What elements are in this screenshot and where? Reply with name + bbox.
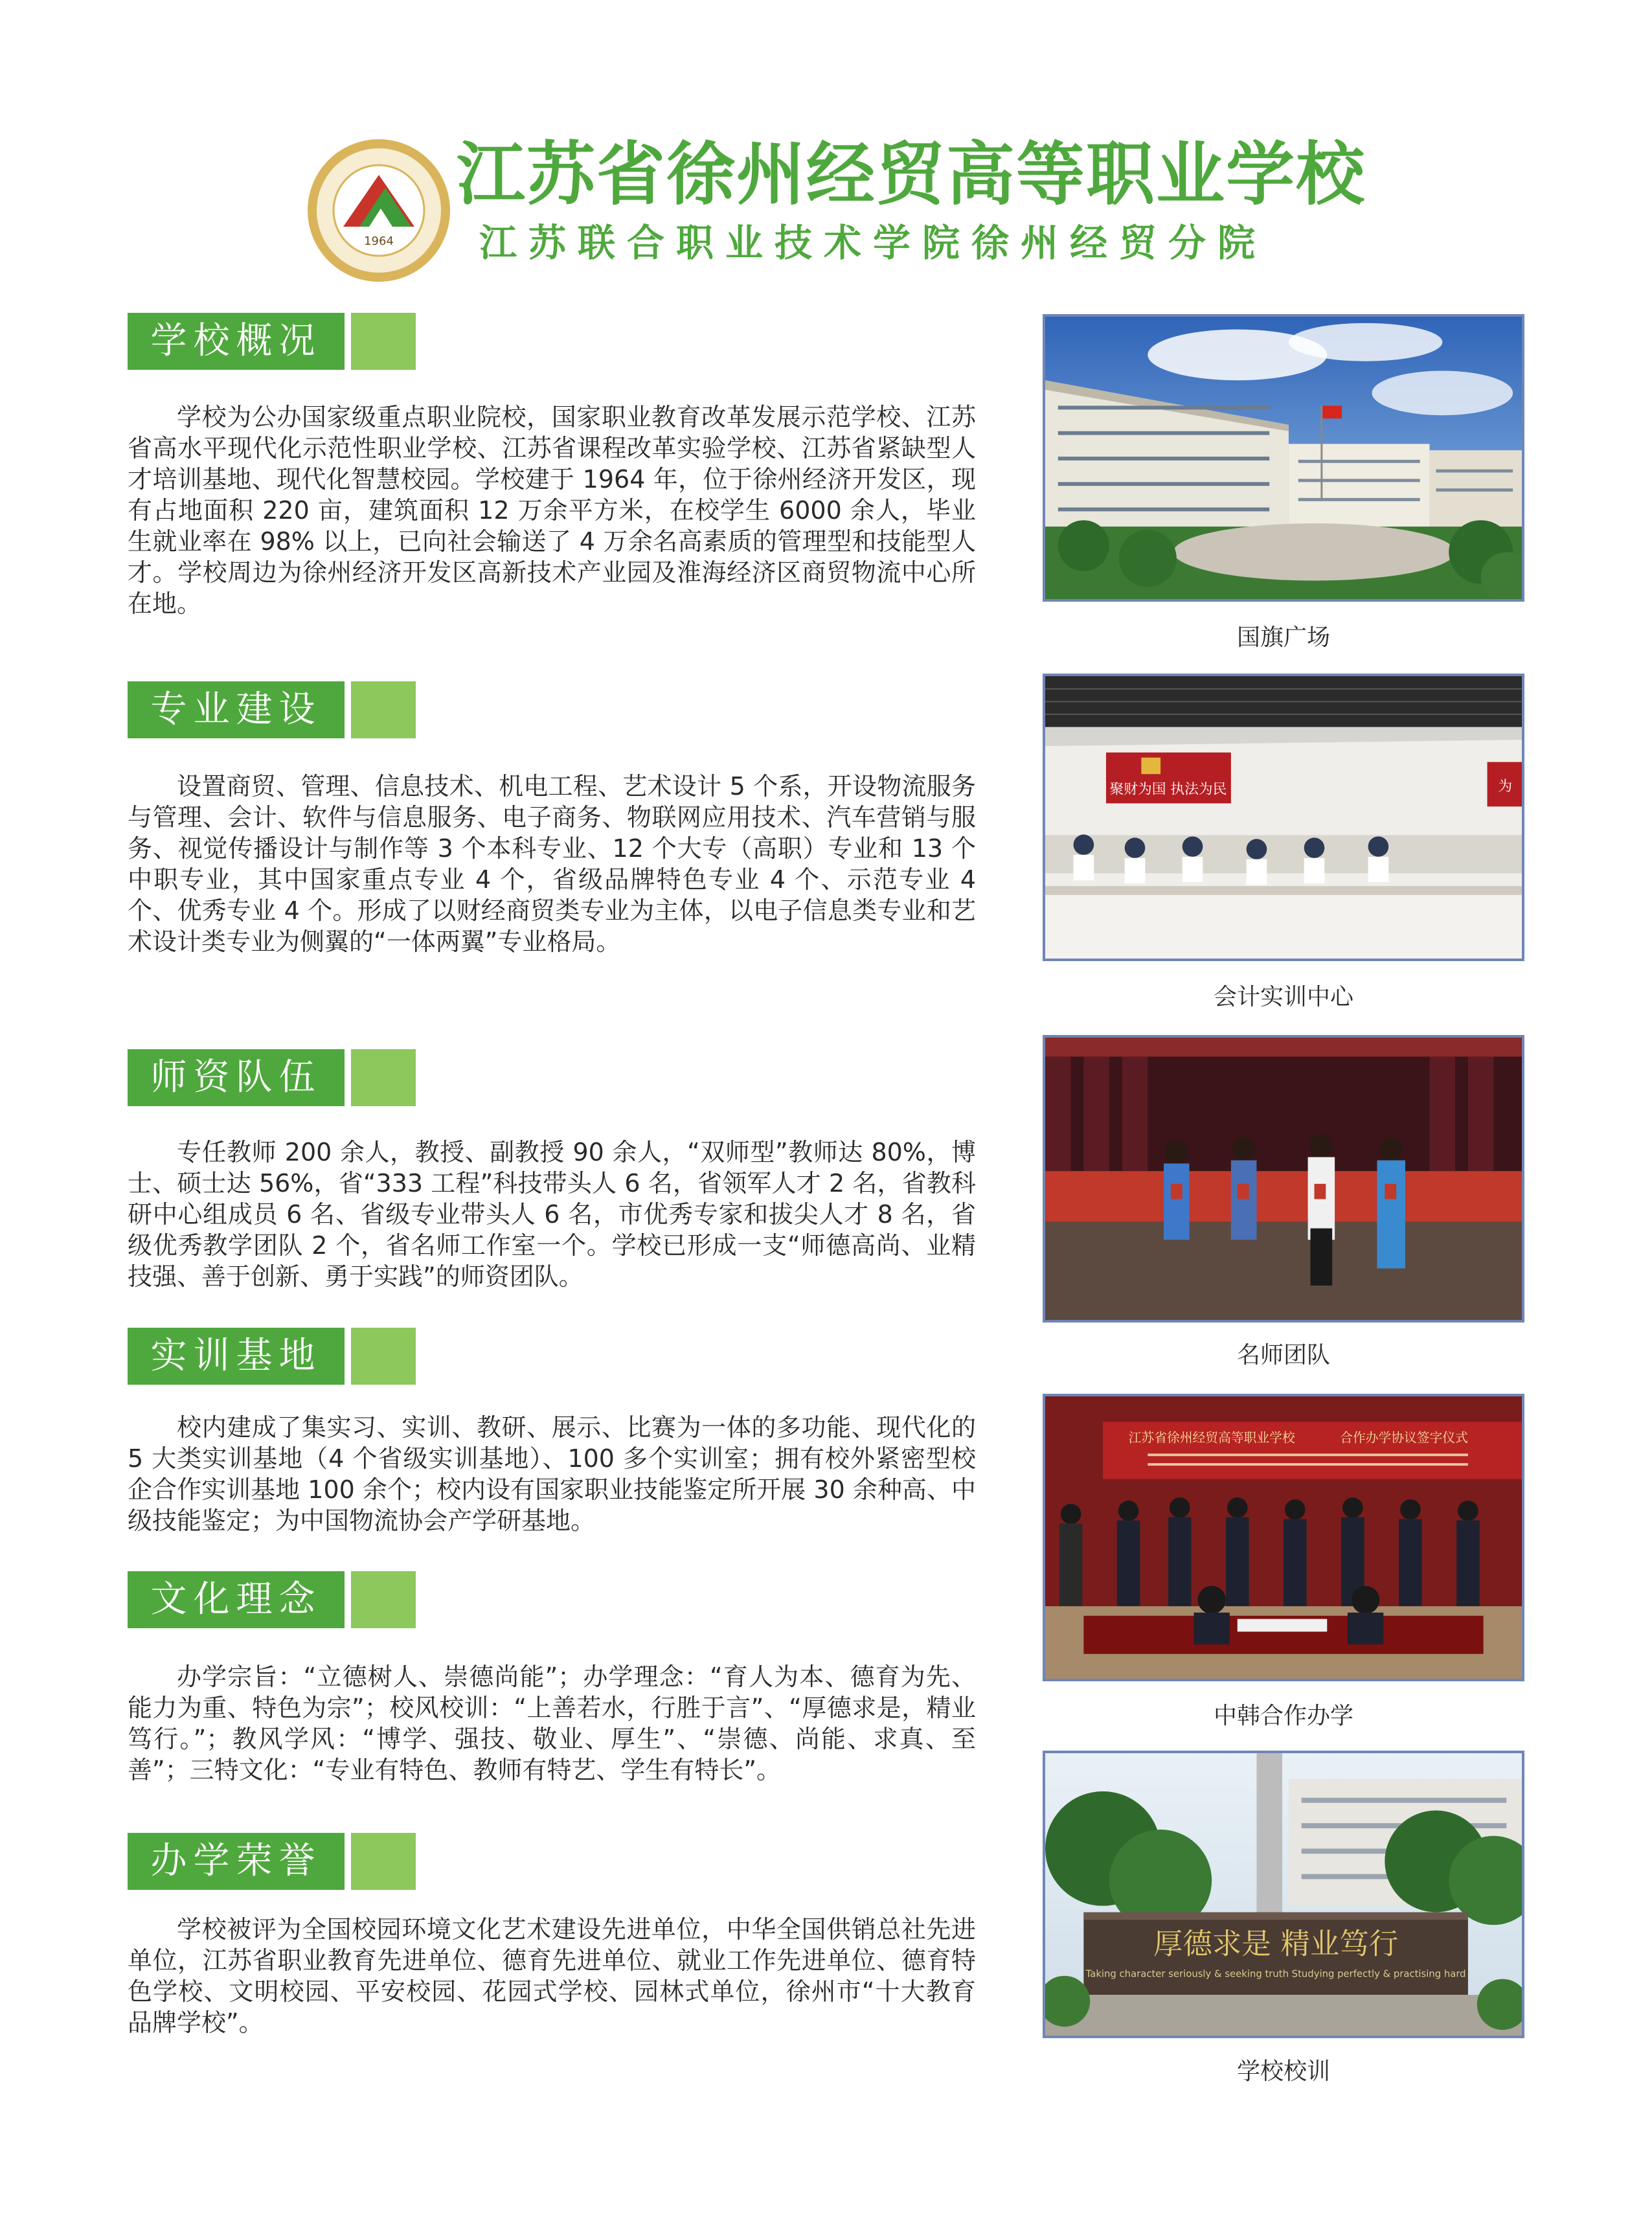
section-text-faculty: 专任教师 200 余人，教授、副教授 90 余人，“双师型”教师达 80%，博士、硕士达 56%，省“333 工程”科技带头人 6 名，省领军人才 2 名，省教科研中心组成员 6 名、省级专业带头人 6 名，市优秀专家和拔尖人才 8 名，省级优秀教学团队 2 个，省名师工作室一个。学校已形成一支“师德高尚、业精技强、善于创新、勇于实践”的师资团队。 [128, 1138, 976, 1291]
section-heading-label: 师资队伍 [128, 1049, 345, 1106]
wall-slogan: 聚财为国 执法为民 [1109, 781, 1227, 798]
section-text-honors: 学校被评为全国校园环境文化艺术建设先进单位，中华全国供销总社先进单位，江苏省职业教育先进单位、德育先进单位、就业工作先进单位、德育特色学校、文明校园、平安校园、花园式学校、园林式单位，徐州市“十大教育品牌学校”。 [128, 1915, 976, 2037]
motto-chinese: 厚德求是 精业笃行 [1153, 1926, 1399, 1961]
school-logo [304, 136, 453, 285]
logo-year: 1964 [364, 234, 394, 248]
photo-cooperation-signing [1043, 1394, 1524, 1681]
section-heading-accent [351, 1833, 416, 1890]
photo-caption: 名师团队 [1236, 1342, 1330, 1369]
banner-line-1: 江苏省徐州经贸高等职业学校 [1128, 1430, 1295, 1446]
section-heading-accent [351, 1328, 416, 1385]
section-heading-accent [351, 1571, 416, 1628]
section-text-culture: 办学宗旨：“立德树人、崇德尚能”；办学理念：“育人为本、德育为先、能力为重、特色为宗”；校风校训：“上善若水，行胜于言”、“厚德求是，精业笃行。”；教风学风：“博学、强技、敬业、厚生”、“崇德、尚能、求真、至善”；三特文化：“专业有特色、教师有特艺、学生有特长”。 [128, 1663, 976, 1784]
section-heading-accent [351, 681, 416, 738]
photo-accounting-center [1043, 674, 1524, 961]
section-heading-accent [351, 313, 416, 370]
section-text-overview: 学校为公办国家级重点职业院校，国家职业教育改革发展示范学校、江苏省高水平现代化示范性职业学校、江苏省课程改革实验学校、江苏省紧缺型人才培训基地、现代化智慧校园。学校建于 1964 年，位于徐州经济开发区，现有占地面积 220 亩，建筑面积 12 万余平方米，在校学生 6000 余人，毕业生就业率在 98% 以上，已向社会输送了 4 万余名高素质的管理型和技能型人才。学校周边为徐州经济开发区高新技术产业园及淮海经济区商贸物流中心所在地。 [128, 403, 976, 618]
section-heading-label: 学校概况 [128, 313, 345, 370]
photo-caption: 中韩合作办学 [1213, 1703, 1353, 1729]
page-title: 江苏省徐州经贸高等职业学校 [457, 135, 1366, 214]
section-heading-label: 办学荣誉 [128, 1833, 345, 1890]
section-heading-label: 文化理念 [128, 1571, 345, 1628]
section-heading-accent [351, 1049, 416, 1106]
photo-caption: 会计实训中心 [1213, 984, 1353, 1010]
photo-school-motto [1043, 1751, 1524, 2038]
section-text-training: 校内建成了集实习、实训、教研、展示、比赛为一体的多功能、现代化的 5 大类实训基地（4 个省级实训基地）、100 多个实训室；拥有校外紧密型校企合作实训基地 100 余个；校内设有国家职业技能鉴定所开展 30 余种高、中级技能鉴定；为中国物流协会产学研基地。 [128, 1413, 976, 1535]
photo-caption: 国旗广场 [1236, 624, 1330, 651]
section-text-majors: 设置商贸、管理、信息技术、机电工程、艺术设计 5 个系，开设物流服务与管理、会计、软件与信息服务、电子商务、物联网应用技术、汽车营销与服务、视觉传播设计与制作等 3 个本科专业、12 个大专（高职）专业和 13 个中职专业，其中国家重点专业 4 个，省级品牌特色专业 4 个、示范专业 4 个、优秀专业 4 个。形成了以财经商贸类专业为主体，以电子信息类专业和艺术设计类专业为侧翼的“一体两翼”专业格局。 [128, 772, 976, 956]
page-subtitle: 江苏联合职业技术学院徐州经贸分院 [479, 221, 1267, 265]
wall-slogan-partial: 为 [1498, 778, 1513, 795]
photo-caption: 学校校训 [1236, 2058, 1330, 2085]
section-heading-label: 专业建设 [128, 681, 345, 738]
photo-teacher-team [1043, 1035, 1524, 1323]
banner-line-2: 合作办学协议签字仪式 [1340, 1430, 1468, 1446]
motto-english: Taking character seriously & seeking truth Studying perfectly & practising hard [1085, 1968, 1466, 1980]
section-heading-label: 实训基地 [128, 1328, 345, 1385]
photo-flag-square [1043, 314, 1524, 602]
